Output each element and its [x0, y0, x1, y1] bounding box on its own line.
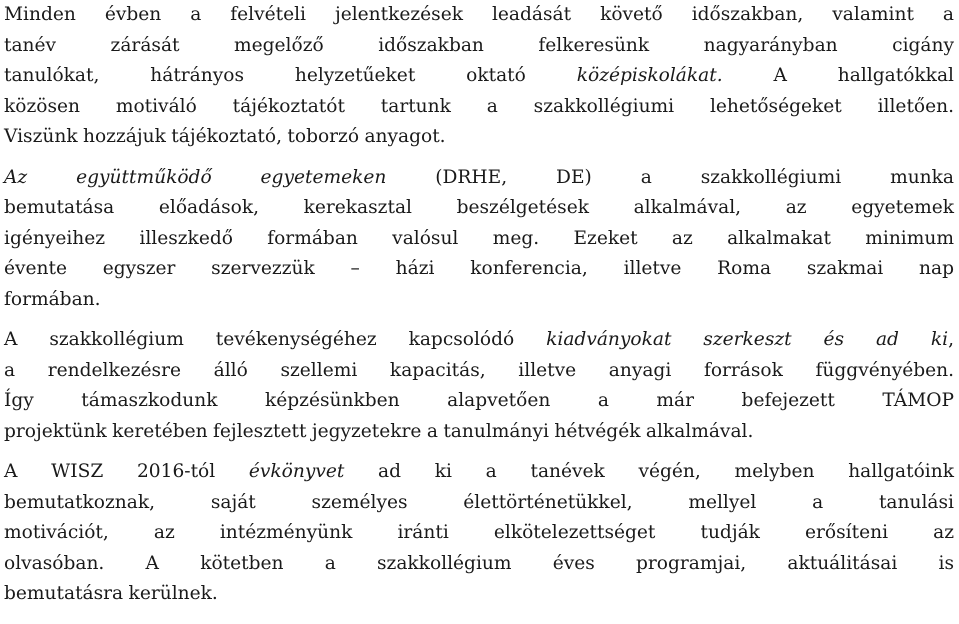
text-line — [4, 549, 954, 580]
text-run: tanulókat, hátrányos helyzetűeket oktató — [4, 65, 577, 86]
text-line — [4, 224, 954, 255]
paragraph — [4, 0, 954, 153]
italic-text-run: középiskolákat. — [576, 65, 723, 86]
text-line — [4, 457, 954, 488]
text-run: olvasóban. A kötetben a szakkollégium éves programjai, aktuálitásai is — [4, 552, 954, 574]
text-run: A WISZ 2016-tól — [4, 461, 249, 482]
text-line — [4, 325, 954, 356]
italic-text-run: Az együttműködő egyetemeken — [4, 166, 387, 188]
text-line — [4, 163, 954, 194]
text-line — [4, 518, 954, 549]
text-run: tanév zárását megelőző időszakban felkeresünk nagyarányban cigány — [4, 34, 954, 56]
text-line — [4, 579, 954, 610]
text-line — [4, 0, 954, 31]
text-line — [4, 285, 954, 316]
paragraph — [4, 457, 954, 610]
text-run: igényeihez illeszkedő formában valósul meg. Ezeket az alkalmakat minimum — [4, 227, 954, 249]
text-run: A hallgatókkal — [722, 65, 954, 86]
text-run: Így támaszkodunk képzésünkben alapvetően a már befejezett TÁMOP — [4, 390, 954, 411]
text-line — [4, 31, 954, 62]
text-line — [4, 122, 954, 153]
text-run: bemutatkoznak, saját személyes élettörténetükkel, mellyel a tanulási — [4, 491, 954, 513]
text-run: Minden évben a felvételi jelentkezések leadását követő időszakban, valamint a — [4, 4, 954, 25]
text-run: közösen motiváló tájékoztatót tartunk a szakkollégiumi lehetőségeket illetően. — [4, 95, 954, 117]
text-run: Viszünk hozzájuk tájékoztató, toborzó anyagot. — [4, 126, 446, 147]
text-line — [4, 193, 954, 224]
text-run: motivációt, az intézményünk iránti elkötelezettséget tudják erősíteni az — [4, 522, 954, 543]
text-run: (DRHE, DE) a szakkollégiumi munka — [386, 166, 955, 188]
paragraph — [4, 163, 954, 316]
italic-text-run: évkönyvet — [248, 461, 345, 482]
text-run: ad ki a tanévek végén, melyben hallgatóink — [344, 461, 954, 482]
text-run: bemutatásra kerülnek. — [4, 583, 218, 604]
document-body — [4, 0, 954, 610]
text-line — [4, 61, 954, 92]
text-run: A szakkollégium tevékenységéhez kapcsolódó — [4, 329, 547, 350]
text-line — [4, 356, 954, 387]
text-line — [4, 488, 954, 519]
text-line — [4, 386, 954, 417]
text-run: évente egyszer szervezzük – házi konferencia, illetve Roma szakmai nap — [4, 258, 954, 279]
text-line — [4, 92, 954, 123]
text-run: projektünk keretében fejlesztett jegyzetekre a tanulmányi hétvégék alkalmával. — [4, 420, 754, 442]
paragraph — [4, 325, 954, 447]
italic-text-run: kiadványokat szerkeszt és ad ki — [546, 329, 949, 350]
text-line — [4, 417, 954, 448]
text-run: a rendelkezésre álló szellemi kapacitás, illetve anyagi források függvényében. — [4, 359, 954, 381]
text-run: , — [948, 329, 954, 350]
text-run: formában. — [4, 288, 101, 310]
text-run: bemutatása előadások, kerekasztal beszélgetések alkalmával, az egyetemek — [4, 197, 954, 218]
text-line — [4, 254, 954, 285]
document-page — [4, 0, 954, 610]
